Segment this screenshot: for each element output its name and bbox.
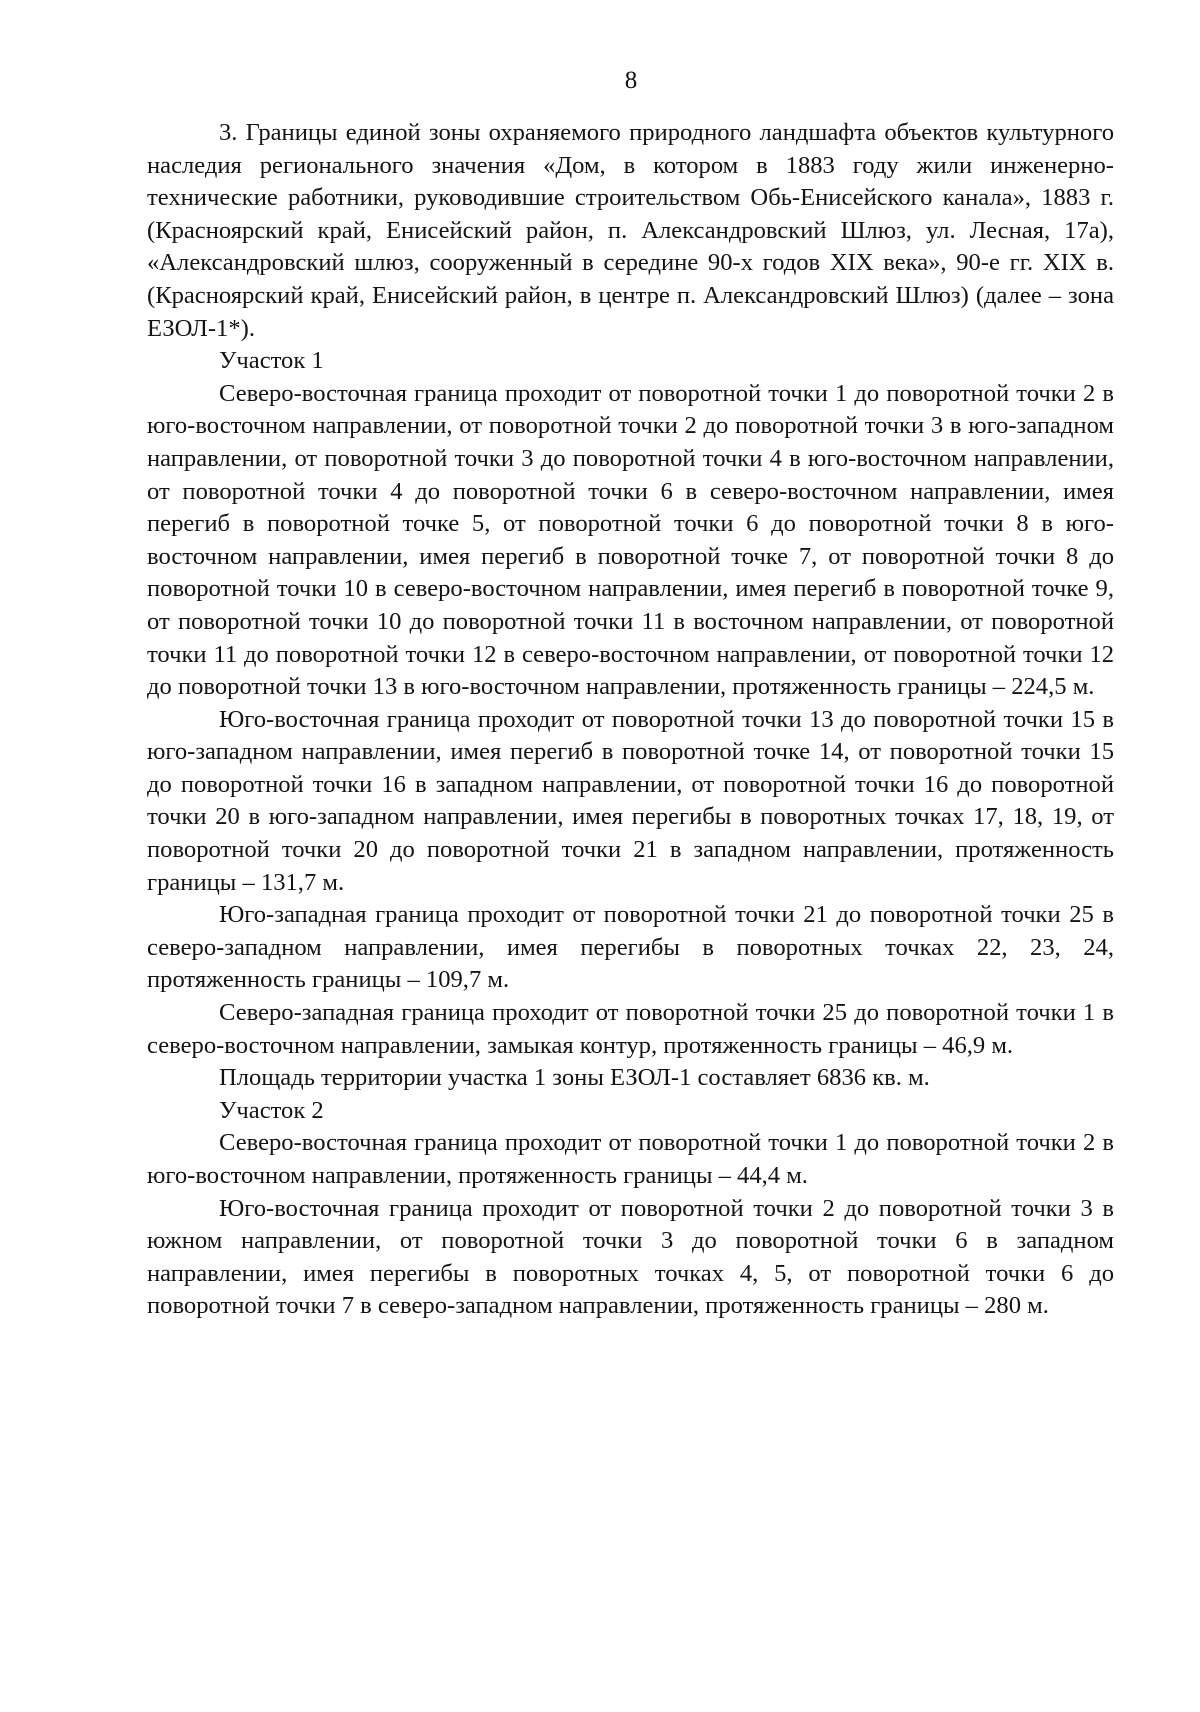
paragraph-plot-1-northeast-boundary: Северо-восточная граница проходит от поворотной точки 1 до поворотной точки 2 в юго-восточном направлении, от поворотной точки 2 до поворотной точки 3 в юго-западном направлении, от поворотной точки 3 до поворотной точки 4 в юго-восточном направлении, от поворотной точки 4 до поворотной точки 6 в северо-восточном направлении, имея перегиб в поворотной точке 5, от поворотной точки 6 до поворотной точки 8 в юго-восточном направлении, имея перегиб в поворотной точке 7, от поворотной точки 8 до поворотной точки 10 в северо-восточном направлении, имея перегиб в поворотной точке 9, от поворотной точки 10 до поворотной точки 11 в восточном направлении, от поворотной точки 11 до поворотной точки 12 в северо-восточном направлении, от поворотной точки 12 до поворотной точки 13 в юго-восточном направлении, протяженность границы – 224,5 м. [147, 379, 1114, 701]
section-heading-plot-1: Участок 1 [219, 347, 324, 375]
paragraph-plot-1-southwest-boundary: Юго-западная граница проходит от поворотной точки 21 до поворотной точки 25 в северо-западном направлении, имея перегибы в поворотных точках 22, 23, 24, протяженность границы – 109,7 м. [147, 901, 1114, 994]
paragraph-plot-1-southeast-boundary: Юго-восточная граница проходит от поворотной точки 13 до поворотной точки 15 в юго-западном направлении, имея перегиб в поворотной точке 14, от поворотной точки 15 до поворотной точки 16 в западном направлении, от поворотной точки 16 до поворотной точки 20 в юго-западном направлении, имея перегибы в поворотных точках 17, 18, 19, от поворотной точки 20 до поворотной точки 21 в западном направлении, протяженность границы – 131,7 м. [147, 705, 1114, 896]
paragraph-plot-1-northwest-boundary: Северо-западная граница проходит от поворотной точки 25 до поворотной точки 1 в северо-восточном направлении, замыкая контур, протяженность границы – 46,9 м. [147, 999, 1114, 1059]
paragraph-plot-1-area: Площадь территории участка 1 зоны ЕЗОЛ-1 составляет 6836 кв. м. [219, 1064, 930, 1092]
paragraph-plot-2-northeast-boundary: Северо-восточная граница проходит от поворотной точки 1 до поворотной точки 2 в юго-восточном направлении, протяженность границы – 44,4 м. [147, 1129, 1114, 1189]
section-heading-plot-2: Участок 2 [219, 1096, 324, 1124]
page-number: 8 [624, 67, 638, 94]
paragraph-plot-2-southeast-boundary: Юго-восточная граница проходит от поворотной точки 2 до поворотной точки 3 в южном направлении, от поворотной точки 3 до поворотной точки 6 в западном направлении, имея перегибы в поворотных точках 4, 5, от поворотной точки 6 до поворотной точки 7 в северо-западном направлении, протяженность границы – 280 м. [147, 1194, 1114, 1320]
document-body [147, 117, 1114, 1323]
paragraph-zone-definition: 3. Границы единой зоны охраняемого природного ландшафта объектов культурного наследия регионального значения «Дом, в котором в 1883 году жили инженерно-технические работники, руководившие строительством Обь-Енисейского канала», 1883 г. (Красноярский край, Енисейский район, п. Александровский Шлюз, ул. Лесная, 17а), «Александровский шлюз, сооруженный в середине 90-х годов XIX века», 90-е гг. XIX в. (Красноярский край, Енисейский район, в центре п. Александровский Шлюз) (далее – зона ЕЗОЛ-1*). [147, 119, 1114, 342]
